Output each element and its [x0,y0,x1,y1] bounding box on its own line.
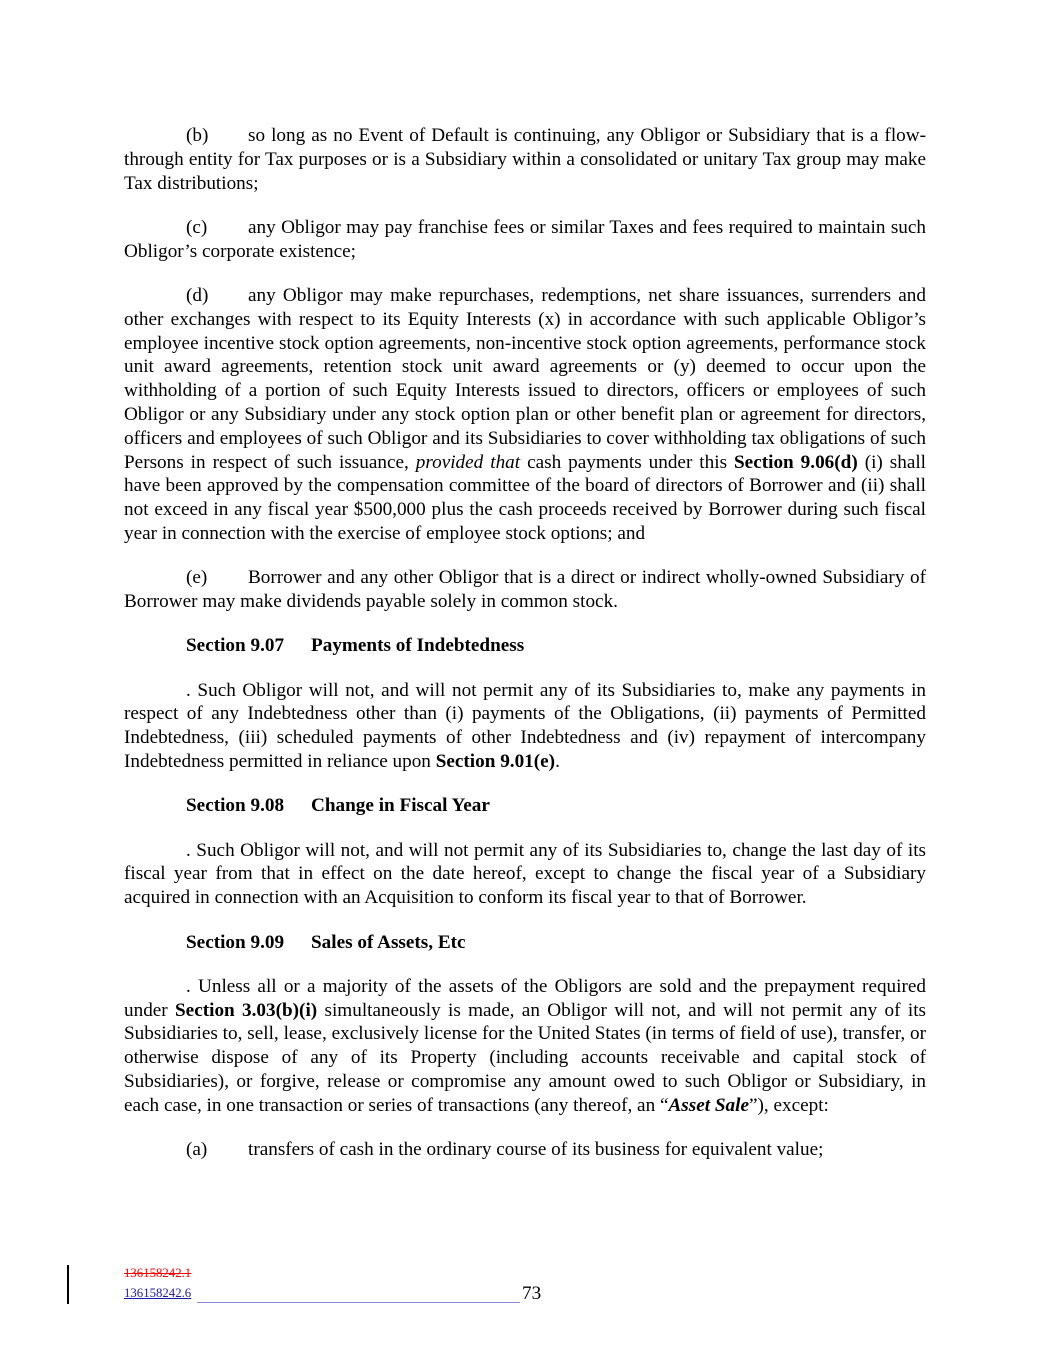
paragraph-text: transfers of cash in the ordinary course of its business for equivalent value; [248,1139,824,1161]
paragraph-d [124,284,926,546]
paragraph-text: (i) shall have been approved by the compensation committee of the board of directors of Borrower and (ii) shall not exceed in any fiscal year $500,000 plus the cash proceeds received by Borrower during such fiscal year in connection with the exercise of employee stock options; and [124,451,927,544]
item-label: (b) [186,125,209,146]
section-reference: Section 9.01(e) [435,751,556,773]
section-title: Sales of Assets, Etc [311,931,466,953]
section-body-9-07 [124,679,926,774]
proviso-italic: provided that [415,451,521,473]
item-label: (e) [186,567,208,589]
document-page [124,124,926,1182]
section-title: Payments of Indebtedness [311,635,525,657]
section-reference: Section 9.06(d) [734,451,858,473]
paragraph-text: any Obligor may make repurchases, redemptions, net share issuances, surrenders and other exchanges with respect to its Equity Interests (x) in accordance with such applicable Obligor’s employee incentive stock option agreements, non-incentive stock option agreements, performance stock unit award agreements, retention stock unit award agreements or (y) deemed to occur upon the withholding of a portion of such Equity Interests issued to directors, officers or employees of such Obligor or any Subsidiary under any stock option plan or other benefit plan or agreement for directors, officers and employees of such Obligor and its Subsidiaries to cover withholding tax obligations of such Persons in respect of such issuance, [124,284,926,473]
paragraph-b [124,124,926,195]
section-body-9-09 [124,975,926,1118]
section-title: Change in Fiscal Year [311,795,490,817]
section-number: Section 9.08 [186,795,285,817]
paragraph-c [124,216,926,264]
paragraph-text: simultaneously is made, an Obligor will not, and will not permit any of its Subsidiaries to, sell, lease, exclusively license for the United States (in terms of field of use), transfer, or otherwise dispose of any of its Property (including accounts receivable and capital stock of Subsidiaries), or forgive, release or compromise any amount owed to such Obligor or Subsidiary, in each case, in one transaction or series of transactions (any thereof, an “ [124,999,926,1116]
section-number: Section 9.07 [186,635,285,657]
paragraph-text: any Obligor may pay franchise fees or similar Taxes and fees required to maintain such Obligor’s corporate existence; [124,216,926,262]
paragraph-text: so long as no Event of Default is continuing, any Obligor or Subsidiary that is a flow-through entity for Tax purposes or is a Subsidiary within a consolidated or unitary Tax group may make Tax distributions; [124,125,926,194]
paragraph-text: cash payments under this [520,451,735,473]
inserted-document-id: 136158242.6 [124,1286,192,1300]
paragraph-text: . Such Obligor will not, and will not permit any of its Subsidiaries to, change the last day of its fiscal year from that in effect on the date hereof, except to change the fiscal year of a Subsidiary acquired in connection with an Acquisition to conform its fiscal year to that of Borrower. [124,839,926,909]
page-number: 73 [522,1283,542,1304]
section-heading-9-07 [186,634,926,658]
paragraph-text: . Unless all or a majority of the assets of the Obligors are sold and the prepayment required under [124,975,926,1021]
paragraph-text: . Such Obligor will not, and will not permit any of its Subsidiaries to, make any payments in respect of any Indebtedness other than (i) payments of the Obligations, (ii) payments of Permitted Indebtedness, (iii) scheduled payments of other Indebtedness and (iv) repayment of intercompany Indebtedness permitted in reliance upon [124,679,926,773]
section-heading-9-08 [186,794,926,818]
section-number: Section 9.09 [186,931,285,953]
change-bar [67,1265,69,1304]
paragraph-text: ”), except: [748,1094,829,1116]
item-label: (d) [186,284,209,306]
defined-term: Asset Sale [668,1094,749,1116]
paragraph-text: Borrower and any other Obligor that is a direct or indirect wholly-owned Subsidiary of Borrower may make dividends payable solely in common stock. [124,567,926,613]
paragraph-text: . [555,751,560,773]
section-heading-9-09 [186,931,926,955]
paragraph-e [124,566,926,614]
item-label: (a) [186,1139,208,1161]
inserted-underline-rule [197,1302,520,1303]
section-body-9-08 [124,839,926,910]
section-reference: Section 3.03(b)(i) [175,999,318,1021]
deleted-document-id: 136158242.1 [124,1266,192,1280]
paragraph-9-09-a [124,1138,926,1162]
item-label: (c) [186,216,208,238]
